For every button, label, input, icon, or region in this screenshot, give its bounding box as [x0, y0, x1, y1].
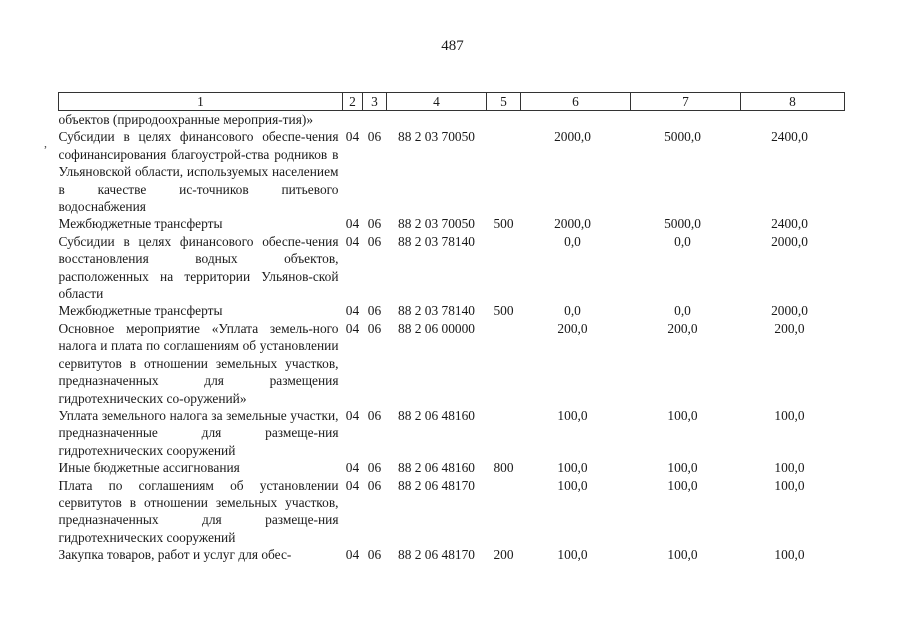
expense-type-cell: 200 [493, 547, 514, 563]
section-code-cell: 04 [345, 216, 360, 232]
amount-col7-cell: 100,0 [667, 477, 698, 493]
target-article-cell: 88 2 03 78140 [398, 233, 475, 249]
expense-type-cell: 800 [493, 460, 514, 476]
amount-col7-cell: 100,0 [667, 460, 698, 476]
column-header-5: 5 [487, 93, 521, 111]
amount-col8-cell: 2000,0 [771, 303, 808, 319]
amount-col7-cell: 0,0 [674, 233, 691, 249]
target-article-cell: 88 2 06 48160 [398, 460, 475, 476]
amount-col6-cell: 0,0 [564, 303, 581, 319]
row-name-cell: Закупка товаров, работ и услуг для обес- [58, 547, 292, 563]
subsection-code-cell: 06 [367, 233, 382, 249]
amount-col6-cell: 100,0 [557, 460, 588, 476]
table-row [59, 459, 845, 476]
subsection-code-cell: 06 [367, 129, 382, 145]
amount-col8-cell [741, 111, 845, 129]
amount-col8-cell: 100,0 [774, 460, 805, 476]
row-name-cell: Уплата земельного налога за земельные участки, предназначенные для размеще-ния гидротехнических сооружений [58, 407, 339, 458]
row-name-cell: объектов (природоохранные мероприя-тия)» [58, 112, 314, 127]
table-row [59, 407, 845, 459]
column-header-2: 2 [343, 93, 363, 111]
expense-type-cell [487, 320, 521, 407]
row-name-cell: Плата по соглашениям об установлении сервитутов в отношении земельных участков, предназначенных для размеще-ния гидротехнических сооружений [58, 477, 339, 545]
subsection-code-cell: 06 [367, 320, 382, 336]
section-code-cell: 04 [345, 460, 360, 476]
section-code-cell: 04 [345, 303, 360, 319]
target-article-cell: 88 2 06 48170 [398, 547, 475, 563]
section-code-cell: 04 [345, 547, 360, 563]
section-code-cell: 04 [345, 407, 360, 423]
subsection-code-cell: 06 [367, 407, 382, 423]
subsection-code-cell: 06 [367, 216, 382, 232]
expense-type-cell [487, 477, 521, 547]
table-row [59, 302, 845, 319]
row-name-cell: Субсидии в целях финансового обеспе-чения восстановления водных объектов, расположенных на территории Ульянов-ской области [58, 233, 339, 302]
amount-col8-cell: 2400,0 [771, 129, 808, 145]
target-article-cell: 88 2 03 78140 [398, 303, 475, 319]
section-code-cell: 04 [345, 129, 360, 145]
header-row [59, 93, 845, 111]
row-name-cell: Основное мероприятие «Уплата земель-ного налога и плата по соглашениям об установлении сервитутов в отношении земельных участков, предназначенных для размещения гидротехнических со-оружений» [58, 320, 339, 406]
page-number: 487 [441, 38, 464, 54]
column-header-3: 3 [363, 93, 387, 111]
section-code-cell: 04 [345, 477, 360, 493]
expense-type-cell [487, 128, 521, 215]
amount-col6-cell: 2000,0 [554, 216, 591, 232]
expense-type-cell [487, 111, 521, 129]
amount-col8-cell: 2000,0 [771, 233, 808, 249]
column-header-6: 6 [521, 93, 631, 111]
table-row [59, 320, 845, 407]
column-header-8: 8 [741, 93, 845, 111]
table-row [59, 215, 845, 232]
amount-col8-cell: 100,0 [774, 547, 805, 563]
amount-col7-cell: 200,0 [667, 320, 698, 336]
section-code-cell: 04 [345, 233, 360, 249]
amount-col6-cell: 0,0 [564, 233, 581, 249]
subsection-code-cell: 06 [367, 547, 382, 563]
amount-col8-cell: 2400,0 [771, 216, 808, 232]
amount-col6-cell: 2000,0 [554, 129, 591, 145]
amount-col7-cell: 5000,0 [664, 216, 701, 232]
subsection-code-cell: 06 [367, 303, 382, 319]
column-header-7: 7 [631, 93, 741, 111]
amount-col8-cell: 200,0 [774, 320, 805, 336]
row-name-cell: Межбюджетные трансферты [58, 216, 223, 232]
subsection-code-cell: 06 [367, 477, 382, 493]
table-row [59, 233, 845, 303]
table-row [59, 477, 845, 547]
table-row [59, 128, 845, 215]
expense-type-cell [487, 233, 521, 303]
table-row [59, 546, 845, 563]
target-article-cell [387, 111, 487, 129]
amount-col6-cell [521, 111, 631, 129]
column-header-4: 4 [387, 93, 487, 111]
amount-col7-cell: 0,0 [674, 303, 691, 319]
target-article-cell: 88 2 06 00000 [398, 320, 475, 336]
target-article-cell: 88 2 06 48160 [398, 407, 475, 423]
scan-dot: , [44, 136, 47, 150]
budget-table [58, 92, 845, 564]
target-article-cell: 88 2 03 70050 [398, 129, 475, 145]
amount-col6-cell: 100,0 [557, 407, 588, 423]
amount-col7-cell: 100,0 [667, 407, 698, 423]
expense-type-cell [487, 407, 521, 459]
budget-table-container [58, 92, 844, 564]
amount-col8-cell: 100,0 [774, 477, 805, 493]
expense-type-cell: 500 [493, 216, 514, 232]
subsection-code-cell [363, 111, 387, 129]
table-body [59, 111, 845, 564]
expense-type-cell: 500 [493, 303, 514, 319]
amount-col6-cell: 100,0 [557, 547, 588, 563]
section-code-cell [343, 111, 363, 129]
amount-col7-cell [631, 111, 741, 129]
amount-col8-cell: 100,0 [774, 407, 805, 423]
amount-col7-cell: 100,0 [667, 547, 698, 563]
target-article-cell: 88 2 06 48170 [398, 477, 475, 493]
row-name-cell: Межбюджетные трансферты [58, 303, 223, 319]
section-code-cell: 04 [345, 320, 360, 336]
target-article-cell: 88 2 03 70050 [398, 216, 475, 232]
amount-col7-cell: 5000,0 [664, 129, 701, 145]
table-header [59, 93, 845, 111]
column-header-1: 1 [59, 93, 343, 111]
table-row [59, 111, 845, 129]
amount-col6-cell: 200,0 [557, 320, 588, 336]
subsection-code-cell: 06 [367, 460, 382, 476]
row-name-cell: Субсидии в целях финансового обеспе-чения софинансирования благоустрой-ства родников в Ульяновской области, используемых населением в качестве ис-точников питьевого водоснабжения [58, 129, 339, 215]
amount-col6-cell: 100,0 [557, 477, 588, 493]
row-name-cell: Иные бюджетные ассигнования [58, 460, 240, 476]
